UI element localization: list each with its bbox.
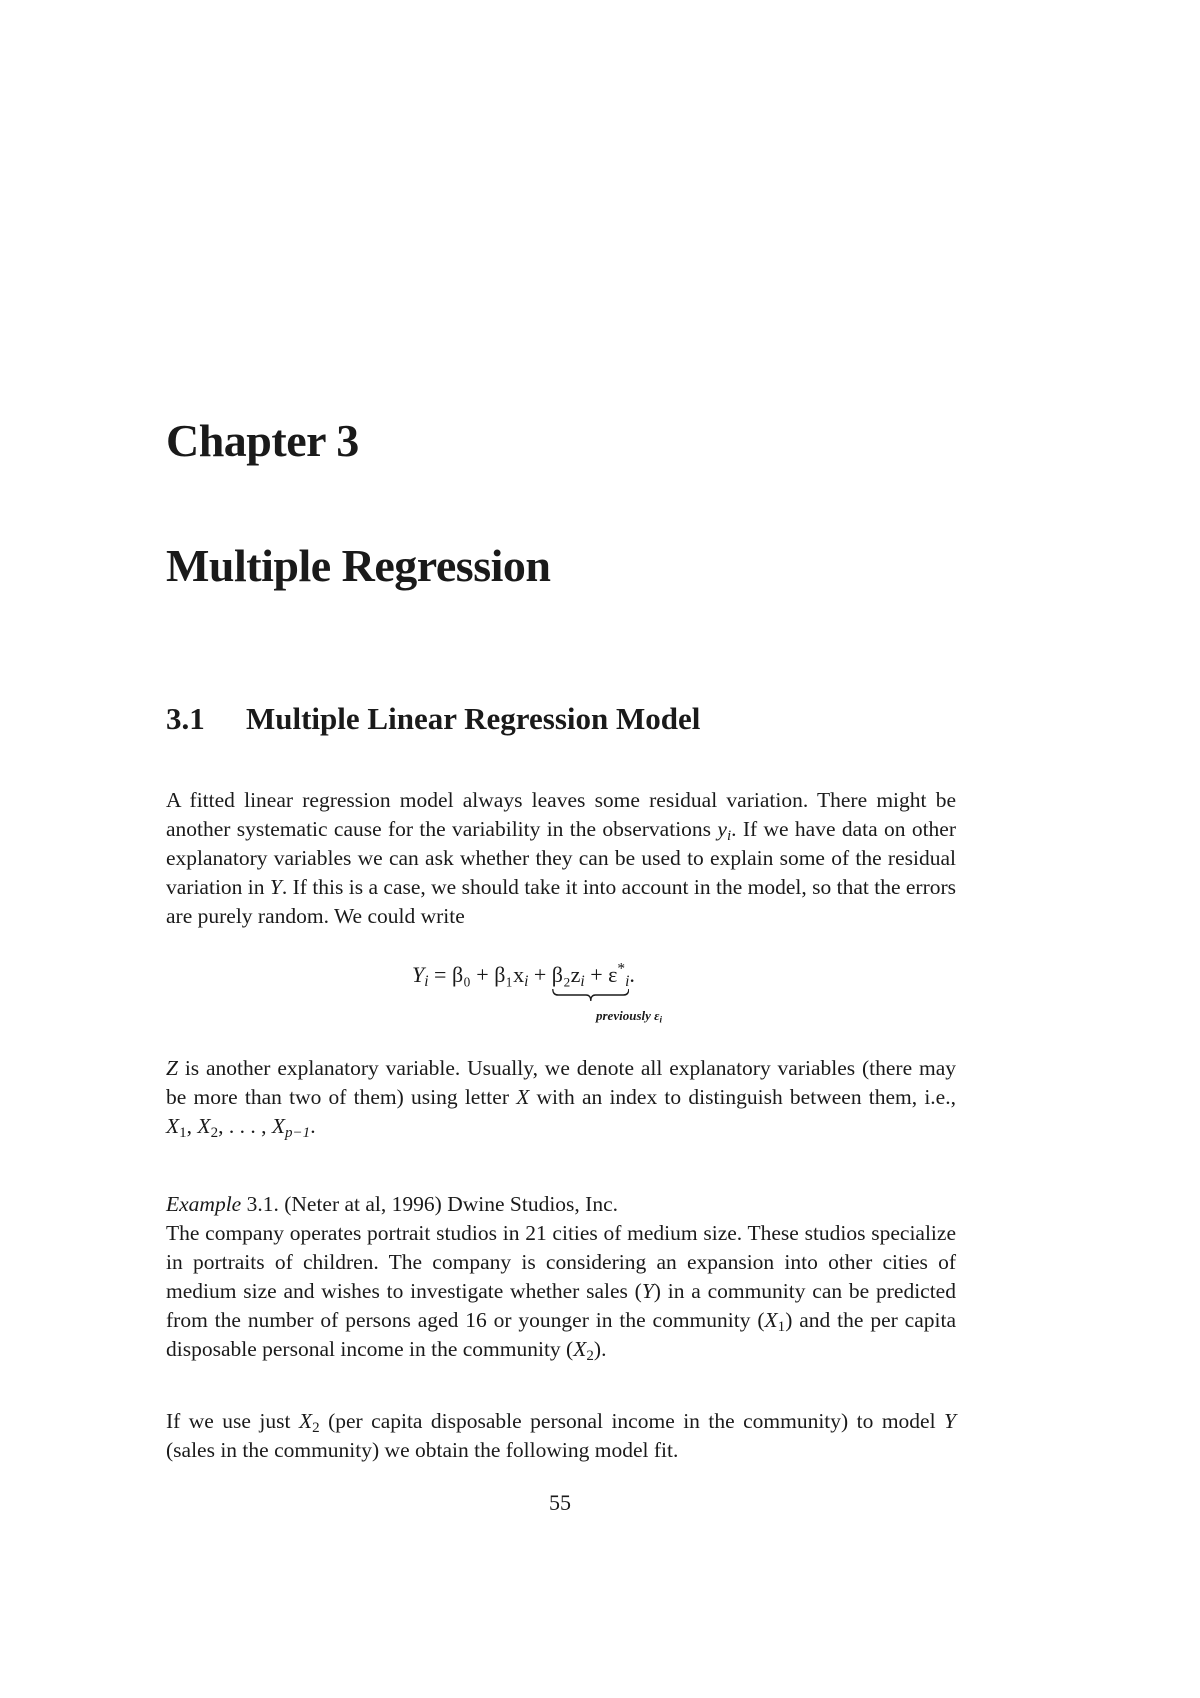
section-number: 3.1 bbox=[166, 701, 205, 736]
underbrace-label: previously $\varepsilon_i$ bbox=[596, 1008, 662, 1025]
math-y-i: $y_i$ bbox=[717, 817, 732, 844]
model-fit-paragraph: If we use just $X_2$ (per capita disposable personal income in the community) to model Y (sales in the community) we obtain the following model fit. bbox=[166, 1409, 956, 1462]
math-Y: Y bbox=[269, 875, 282, 899]
underbrace-icon bbox=[552, 988, 630, 1002]
chapter-label: Chapter 3 bbox=[166, 415, 359, 466]
page-number: 55 bbox=[549, 1490, 571, 1515]
section-title: Multiple Linear Regression Model bbox=[246, 701, 701, 736]
chapter-title: Multiple Regression bbox=[166, 540, 551, 591]
underbrace-term: $\beta_2z_i + \varepsilon^*_i$ bbox=[552, 964, 630, 986]
example-paragraph: Example 3.1. (Neter at al, 1996) Dwine Studios, Inc. The company operates portrait studios in 21 cities of medium size. These studios specialize in portraits of children. The company is considering an expansion into other cities of medium size and wishes to investigate whether sales (Y) in a community can be predicted from the number of persons aged 16 or younger in the community $(X_1)$ and the per capita disposable personal income in the community $(X_2)$. bbox=[166, 1192, 956, 1364]
section-heading bbox=[166, 703, 700, 734]
explanatory-paragraph: Z is another explanatory variable. Usually, we denote all explanatory variables (there may be more than two of them) using letter X with an index to distinguish between them, i.e., $X_1$, $X_2$, . . . , $X_{p-1}$. bbox=[166, 1056, 956, 1141]
example-heading: Example 3.1. (Neter at al, 1996) Dwine Studios, Inc. bbox=[166, 1192, 618, 1216]
regression-equation: $Y_i = \beta_0 + \beta_1x_i + \beta_2z_i + \varepsilon^*_i$ . bbox=[412, 964, 635, 986]
intro-paragraph: A fitted linear regression model always leaves some residual variation. There might be another systematic cause for the variability in the observations $y_i$. If we have data on other explanatory variables we can ask whether they can be used to explain some of the residual variation in Y. If this is a case, we should take it into account in the model, so that the errors are purely random. We could write bbox=[166, 788, 957, 928]
